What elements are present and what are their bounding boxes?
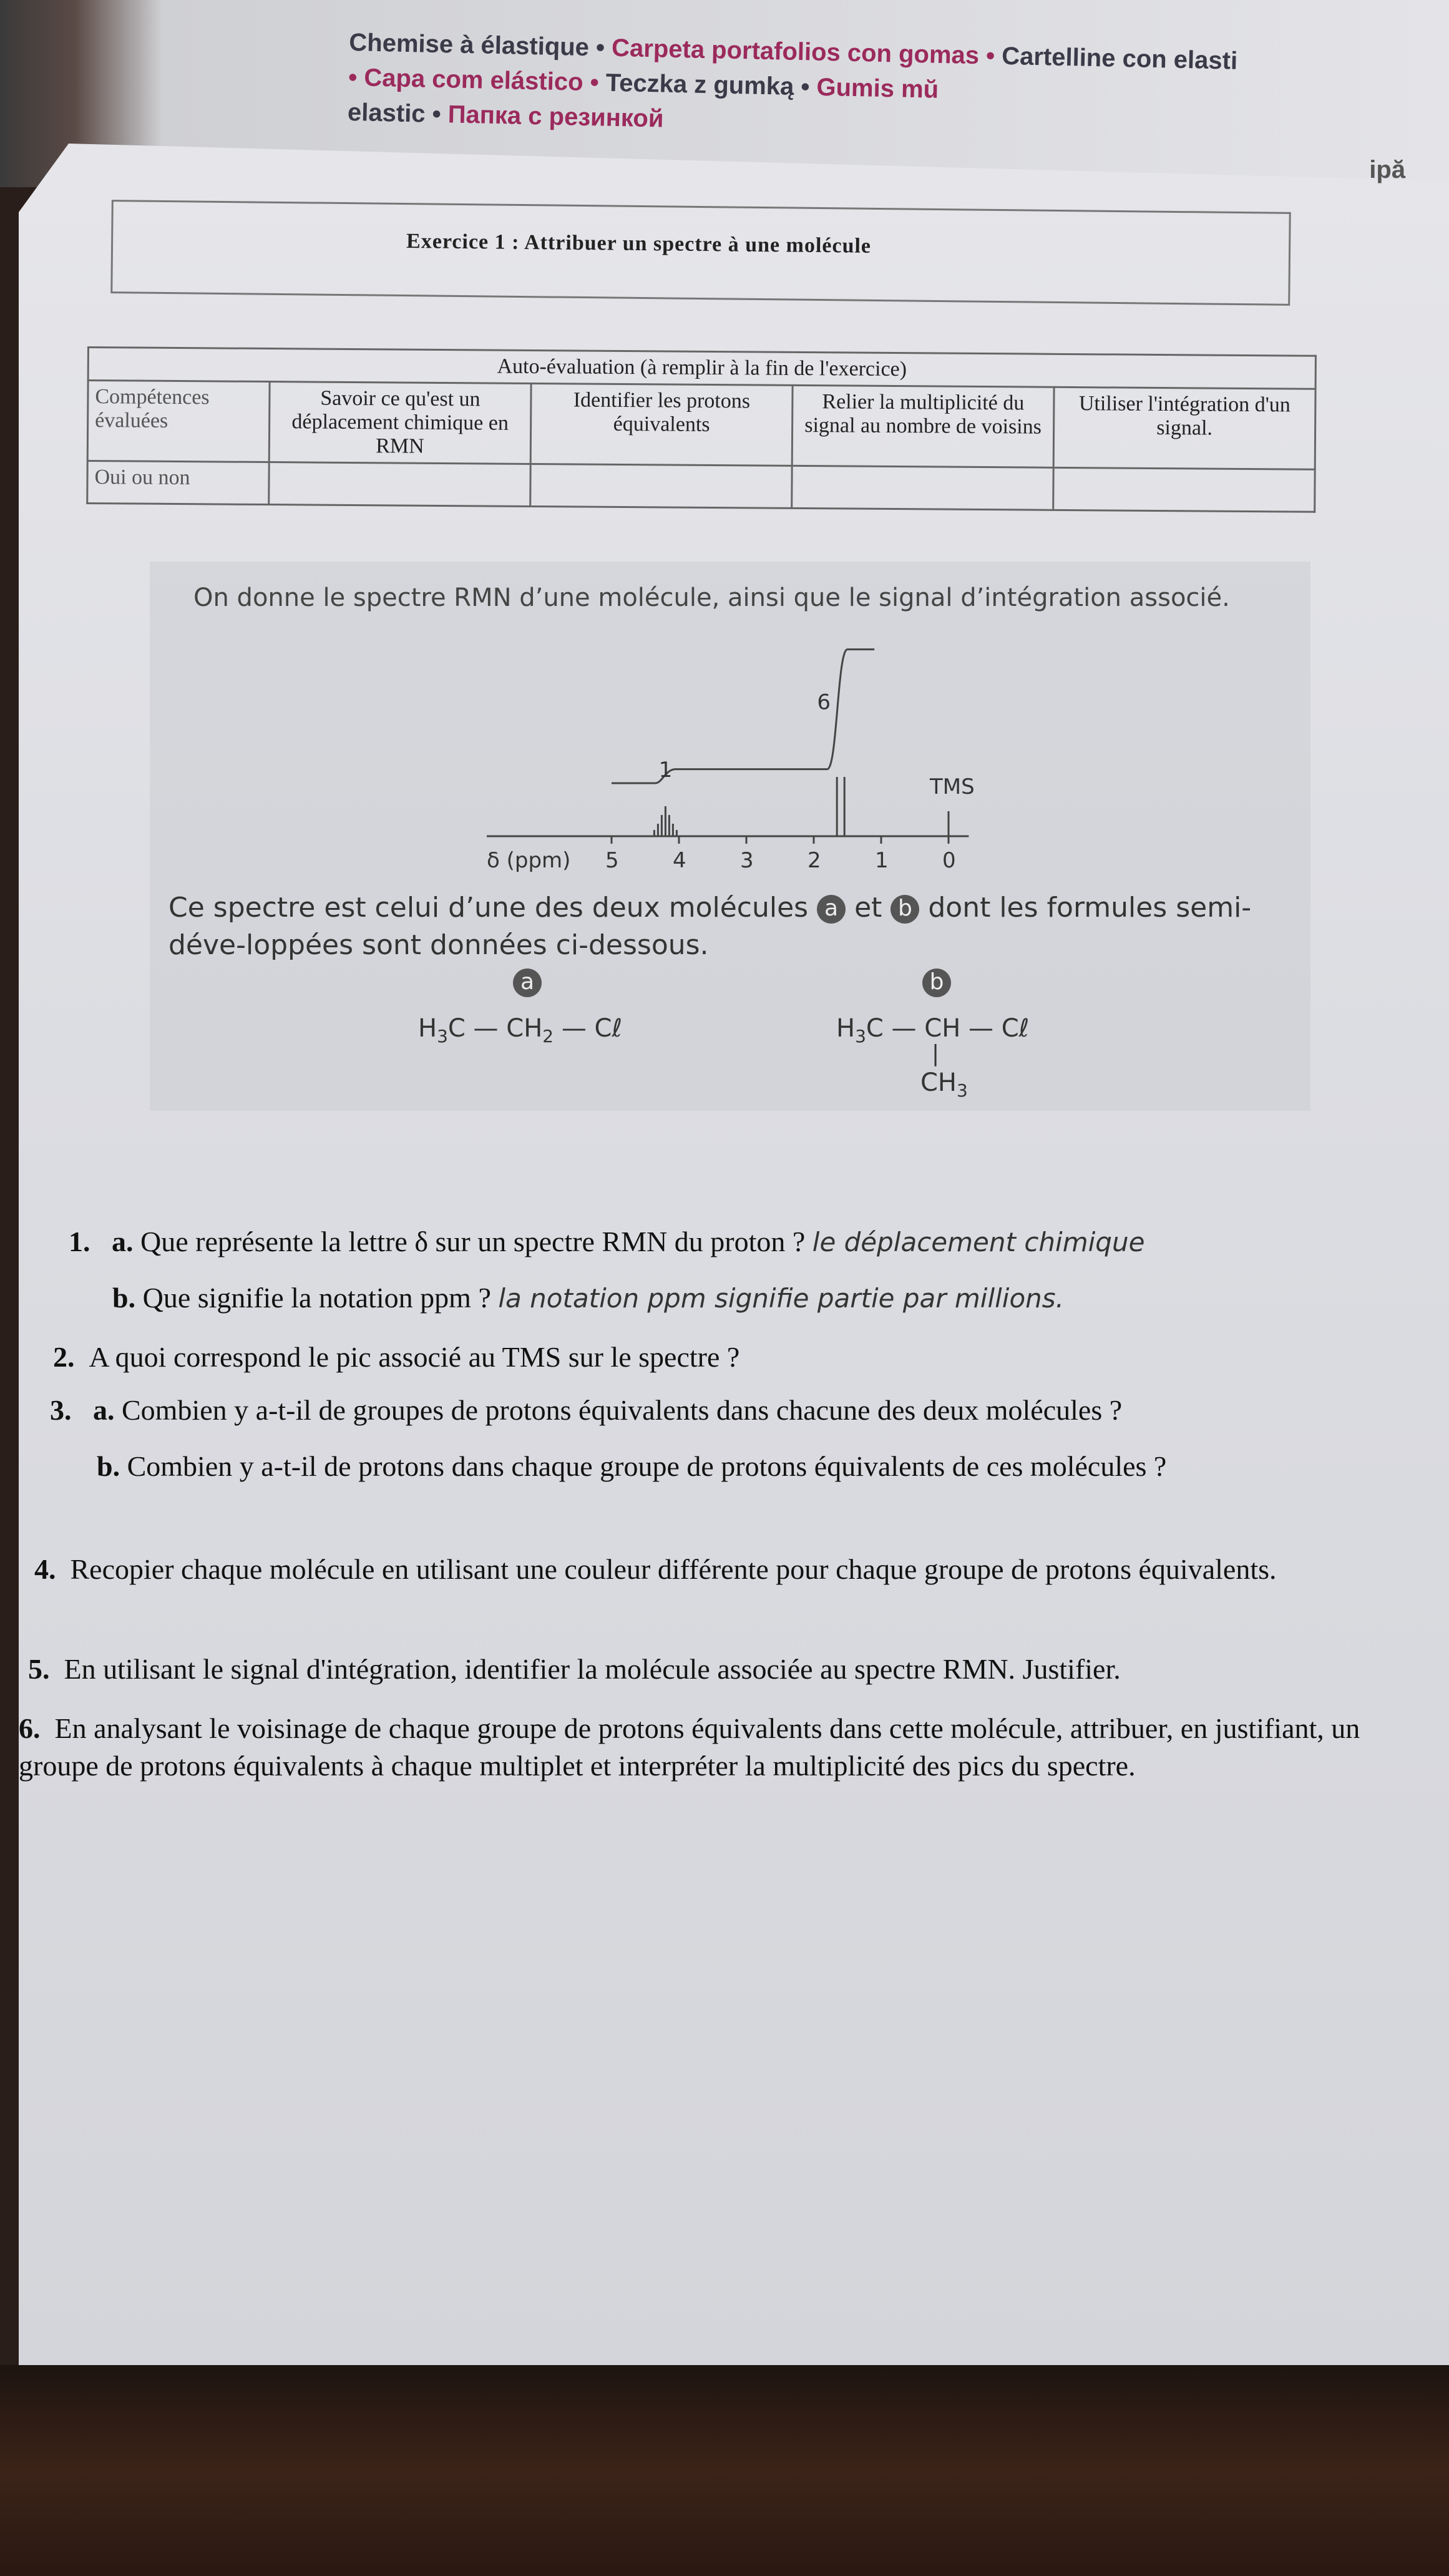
competence-cell: Utiliser l'intégration d'un signal. — [1053, 387, 1315, 469]
molecule-b-bond: | — [932, 1041, 940, 1066]
question-3a: 3. a. Combien y a-t-il de groupes de protons équivalents dans chacune des deux molécules ? — [50, 1394, 1123, 1426]
answer-cell[interactable] — [269, 462, 530, 507]
tms-label: TMS — [930, 774, 975, 799]
handwritten-answer: la notation ppm signifie partie par millions. — [498, 1283, 1065, 1314]
nmr-spectrum-chart — [462, 618, 1023, 880]
question-6: 6. En analysant le voisinage de chaque groupe de protons équivalents dans cette molécule, attribuer, en justifiant, un groupe de protons équivalents à chaque multiplet et interpréter la multiplicité des pics du spectre. — [19, 1712, 1360, 1782]
x-tick-label: 5 — [605, 848, 619, 873]
answer-cell[interactable] — [792, 466, 1053, 510]
evaluation-caption: Auto-évaluation (à remplir à la fin de l'exercice) — [88, 348, 1315, 389]
question-5: 5. En utilisant le signal d'intégration, identifier la molécule associée au spectre RMN. Justifier. — [28, 1653, 1121, 1685]
molecule-a-formula: $H_3C$ — $CH_2$ — Cℓ — [418, 1014, 622, 1046]
competence-cell: Savoir ce qu'est un déplacement chimique en RMN — [269, 382, 531, 464]
answer-cell[interactable] — [1053, 467, 1315, 512]
folder-corner-text: ipă — [1369, 156, 1405, 183]
x-axis-label: δ (ppm) — [487, 848, 571, 873]
integration-label: 1 — [658, 758, 673, 783]
answer-label: Oui ou non — [87, 461, 270, 505]
question-2: 2. A quoi correspond le pic associé au TMS sur le spectre ? — [53, 1341, 740, 1373]
molecule-b-branch: $CH_3$ — [920, 1068, 968, 1101]
integration-label: 6 — [817, 690, 831, 715]
question-1a: 1. a. Que représente la lettre δ sur un spectre RMN du proton ? le déplacement chimique — [69, 1226, 1145, 1257]
molecule-b-formula: $H_3C$ — CH — Cℓ — [836, 1014, 1030, 1046]
exercise-title: Exercice 1 : Attribuer un spectre à une molécule — [406, 230, 872, 258]
x-tick-label: 0 — [942, 848, 956, 873]
molecule-b-badge: b — [922, 967, 951, 997]
x-tick-label: 3 — [740, 848, 754, 873]
molecule-a-badge: a — [513, 967, 542, 997]
competences-label: Compétences évaluées — [87, 381, 270, 462]
question-3b: b. Combien y a-t-il de protons dans chaque groupe de protons équivalents de ces molécules ? — [97, 1450, 1167, 1482]
competence-cell: Relier la multiplicité du signal au nombre de voisins — [792, 385, 1054, 467]
x-tick-label: 2 — [807, 848, 821, 873]
question-1b: b. Que signifie la notation ppm ? la notation ppm signifie partie par millions. — [112, 1282, 1065, 1314]
x-tick-label: 1 — [875, 848, 889, 873]
integration-curve — [612, 650, 874, 783]
answer-cell[interactable] — [530, 464, 792, 508]
folder-label: Chemise à élastique • Carpeta portafolios con gomas • Cartelline con elasti • Capa com elástico • Teczka z gumką • Gumis mŭ elastic • Папка с резинкой — [347, 28, 1238, 133]
self-evaluation-table — [86, 346, 1317, 513]
badge-b: b — [890, 895, 919, 924]
question-4: 4. Recopier chaque molécule en utilisant une couleur différente pour chaque groupe de protons équivalents. — [34, 1553, 1277, 1585]
x-tick-label: 4 — [673, 848, 686, 873]
handwritten-answer: le déplacement chimique — [812, 1227, 1145, 1257]
molecules-paragraph: Ce spectre est celui d’une des deux molécules a et b dont les formules semi-déve-loppées sont données ci-dessous. — [168, 892, 1252, 961]
exercise-title-box — [110, 200, 1290, 306]
competence-cell: Identifier les protons équivalents — [530, 383, 793, 466]
badge-a: a — [817, 895, 846, 924]
spectrum-intro: On donne le spectre RMN d’une molécule, ainsi que le signal d’intégration associé. — [193, 583, 1230, 612]
